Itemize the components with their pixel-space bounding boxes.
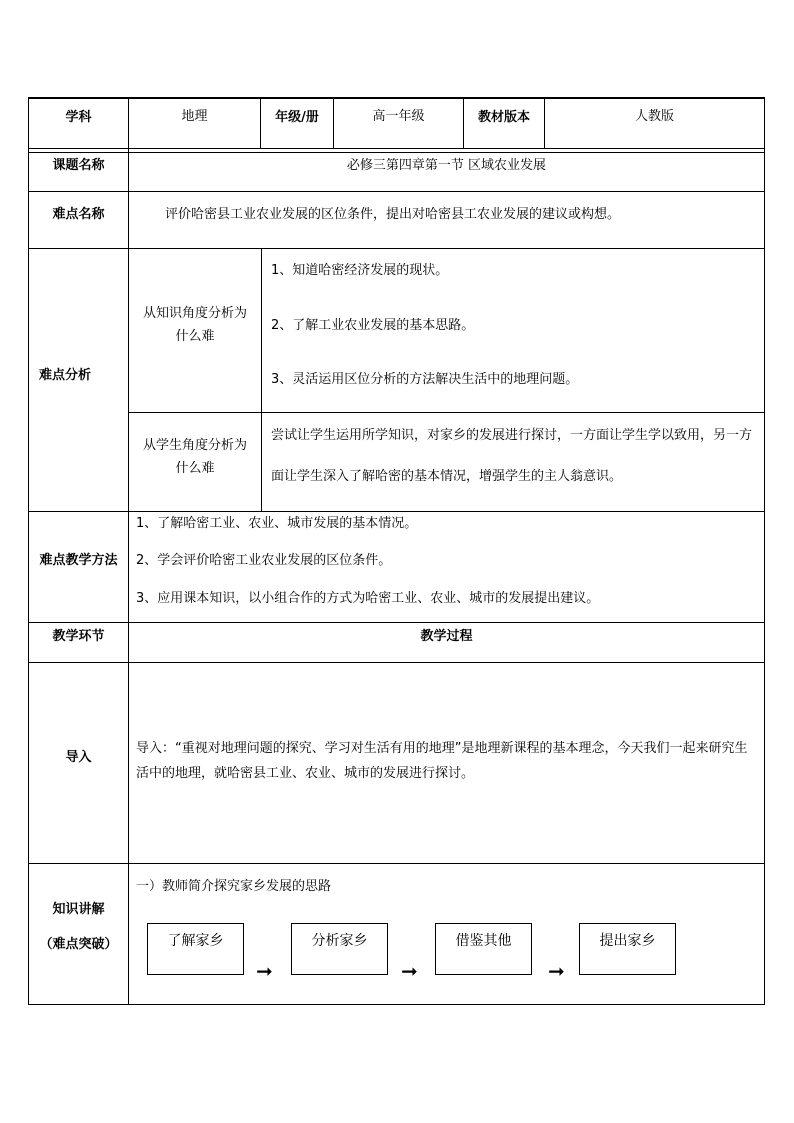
intro-label: 导入 [65,750,92,765]
flow-arrow-icon: ➞ [548,959,565,983]
flow-step-propose: 提出家乡 [579,923,676,975]
row-divider [28,248,765,249]
row-divider [28,191,765,192]
intro-text: 导入：“重视对地理问题的探究、学习对生活有用的地理”是地理新课程的基本理念，今天我们一起来研究生活中的地理，就哈密县工业、农业、城市的发展进行探讨。 [136,741,748,781]
flow-step-analyze: 分析家乡 [291,923,388,975]
student-angle-label-1: 从学生角度分析为 [142,438,247,453]
edition-label: 教材版本 [477,110,530,125]
edition-value: 人教版 [634,109,674,124]
col-divider [261,248,262,512]
row-divider [28,622,765,623]
grade-label: 年级/册 [275,110,319,125]
knowledge-item-2: 2、了解工业农业发展的基本思路。 [271,318,475,333]
table-border-top [28,97,765,99]
analysis-label: 难点分析 [38,368,91,383]
difficulty-value: 评价哈密县工业农业发展的区位条件，提出对哈密县工农业发展的建议或构想。 [165,207,621,222]
student-angle-line-2: 面让学生深入了解哈密的基本情况，增强学生的主人翁意识。 [271,469,623,484]
method-item-2: 2、学会评价哈密工业农业发展的区位条件。 [136,553,392,568]
knowledge-label-1: 知识讲解 [52,902,105,917]
row-divider [128,412,765,413]
knowledge-angle-label-1: 从知识角度分析为 [142,306,247,321]
difficulty-label: 难点名称 [52,207,105,222]
grade-value: 高一年级 [372,109,425,124]
flow-step-understand: 了解家乡 [147,923,244,975]
stage-header: 教学环节 [52,629,105,644]
table-border-bottom [28,1004,765,1005]
subject-label: 学科 [65,110,92,125]
col-divider [128,97,129,1005]
knowledge-item-1: 1、知道哈密经济发展的现状。 [271,263,449,278]
method-item-3: 3、应用课本知识，以小组合作的方式为哈密工业、农业、城市的发展提出建议。 [136,591,600,606]
row-divider [28,148,765,149]
process-header: 教学过程 [420,629,473,644]
table-border-right [764,97,765,1005]
row-divider [28,152,765,153]
flow-arrow-icon: ➞ [256,959,273,983]
subject-value: 地理 [181,109,208,124]
method-item-1: 1、了解哈密工业、农业、城市发展的基本情况。 [136,516,418,531]
method-label: 难点教学方法 [39,553,118,568]
row-divider [28,511,765,512]
student-angle-line-1: 尝试让学生运用所学知识，对家乡的发展进行探讨，一方面让学生学以致用，另一方 [271,428,753,443]
knowledge-label-2: （难点突破） [39,937,118,952]
knowledge-item-3: 3、灵活运用区位分析的方法解决生活中的地理问题。 [271,372,579,387]
flow-arrow-icon: ➞ [401,959,418,983]
row-divider [28,863,765,864]
knowledge-angle-label-2: 什么难 [175,329,215,344]
topic-label: 课题名称 [52,158,105,173]
flow-step-reference: 借鉴其他 [435,923,532,975]
row-divider [28,662,765,663]
student-angle-label-2: 什么难 [175,461,215,476]
topic-value: 必修三第四章第一节 区域农业发展 [346,158,547,173]
knowledge-subtitle: 一）教师简介探究家乡发展的思路 [136,879,332,894]
